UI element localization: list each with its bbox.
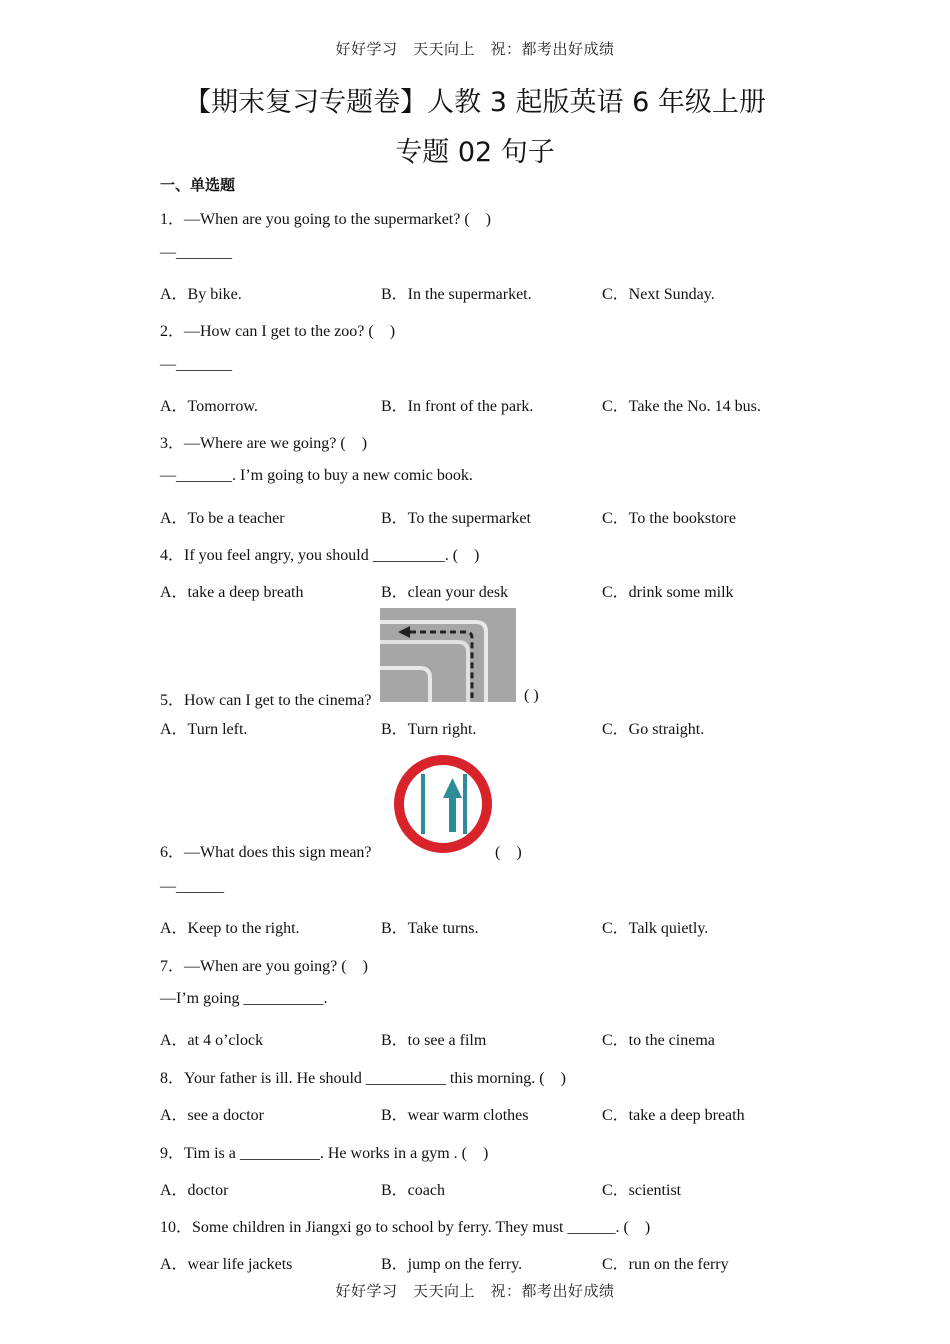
road-turn-left-arrow-icon: [380, 608, 516, 702]
page-header: 好好学习 天天向上 祝：都考出好成绩: [335, 40, 615, 58]
option-c[interactable]: C．To the bookstore: [602, 510, 736, 527]
page-footer: 好好学习 天天向上 祝：都考出好成绩: [335, 1282, 615, 1300]
option-b[interactable]: B．Take turns.: [381, 920, 479, 937]
option-a[interactable]: A．doctor: [160, 1182, 229, 1199]
option-b[interactable]: B．wear warm clothes: [381, 1107, 529, 1124]
answer-line: —______: [160, 878, 224, 895]
option-a[interactable]: A．Keep to the right.: [160, 920, 300, 937]
page-title: 【期末复习专题卷】人教 3 起版英语 6 年级上册: [184, 87, 766, 118]
option-c[interactable]: C．run on the ferry: [602, 1256, 729, 1273]
question-stem: 8．Your father is ill. He should __________ this morning. ( ): [160, 1070, 566, 1087]
section-heading: 一、单选题: [160, 176, 236, 194]
question-stem: 4．If you feel angry, you should _________. ( ): [160, 547, 480, 564]
question-stem: 7．—When are you going? ( ): [160, 958, 368, 975]
answer-line: —I’m going __________.: [160, 990, 328, 1007]
option-b[interactable]: B．clean your desk: [381, 584, 509, 601]
question-stem: 1．—When are you going to the supermarket? ( ): [160, 211, 492, 228]
option-a[interactable]: A．Turn left.: [160, 721, 248, 738]
page-subtitle: 专题 02 句子: [395, 137, 555, 168]
answer-line: —_______. I’m going to buy a new comic book.: [160, 467, 473, 484]
option-b[interactable]: B．In the supermarket.: [381, 286, 532, 303]
option-b[interactable]: B．to see a film: [381, 1032, 487, 1049]
question-stem: 2．—How can I get to the zoo? ( ): [160, 323, 396, 340]
option-a[interactable]: A．Tomorrow.: [160, 398, 258, 415]
answer-line: —_______: [160, 356, 232, 373]
option-a[interactable]: A．By bike.: [160, 286, 242, 303]
question-stem: 6．—What does this sign mean?: [160, 844, 372, 861]
option-a[interactable]: A．wear life jackets: [160, 1256, 293, 1273]
answer-bracket: ( ): [495, 844, 522, 861]
question-stem: 5．How can I get to the cinema?: [160, 692, 372, 709]
option-b[interactable]: B．coach: [381, 1182, 445, 1199]
option-b[interactable]: B．jump on the ferry.: [381, 1256, 523, 1273]
option-a[interactable]: A．To be a teacher: [160, 510, 285, 527]
option-c[interactable]: C．scientist: [602, 1182, 682, 1199]
option-c[interactable]: C．drink some milk: [602, 584, 734, 601]
question-stem: 10．Some children in Jiangxi go to school by ferry. They must ______. ( ): [160, 1219, 651, 1236]
option-b[interactable]: B．To the supermarket: [381, 510, 531, 527]
answer-bracket: ( ): [524, 687, 539, 704]
question-stem: 3．—Where are we going? ( ): [160, 435, 368, 452]
option-c[interactable]: C．Go straight.: [602, 721, 705, 738]
option-c[interactable]: C．Take the No. 14 bus.: [602, 398, 761, 415]
option-a[interactable]: A．see a doctor: [160, 1107, 264, 1124]
option-b[interactable]: B．Turn right.: [381, 721, 477, 738]
option-a[interactable]: A．take a deep breath: [160, 584, 304, 601]
option-c[interactable]: C．to the cinema: [602, 1032, 715, 1049]
option-c[interactable]: C．Next Sunday.: [602, 286, 715, 303]
option-c[interactable]: C．take a deep breath: [602, 1107, 745, 1124]
question-stem: 9．Tim is a __________. He works in a gym . ( ): [160, 1145, 489, 1162]
answer-line: —_______: [160, 244, 232, 261]
option-c[interactable]: C．Talk quietly.: [602, 920, 709, 937]
option-a[interactable]: A．at 4 o’clock: [160, 1032, 264, 1049]
option-b[interactable]: B．In front of the park.: [381, 398, 534, 415]
keep-right-road-sign-icon: [391, 752, 495, 856]
